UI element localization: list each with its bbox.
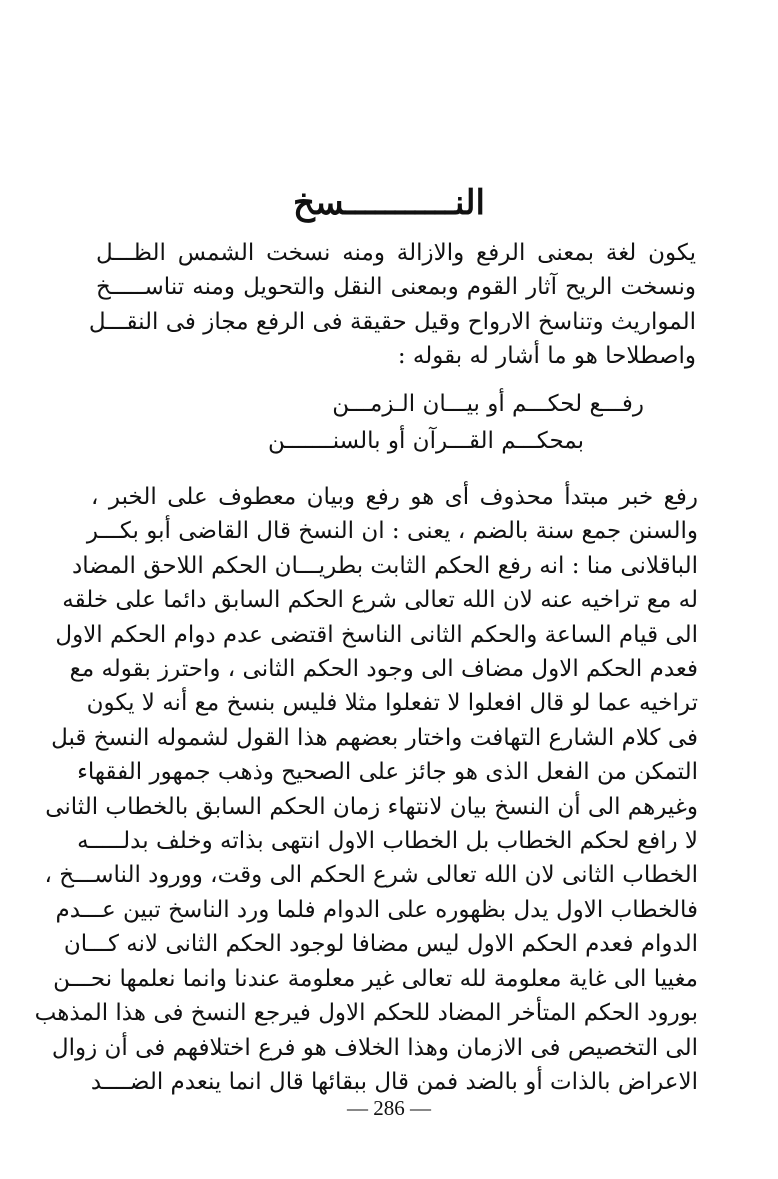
text-line: والسنن جمع سنة بالضم ، يعنى : ان النسخ قال القاضى أبو بكـــر [86, 518, 698, 545]
text-line: فالخطاب الاول يدل بظهوره على الدوام فلما ورد الناسخ تبين عـــدم [55, 896, 698, 923]
page-number: — 286 — [347, 1096, 431, 1120]
text-line: وغيرهم الى أن النسخ بيان لانتهاء زمان الحكم السابق بالخطاب الثانى [45, 793, 698, 820]
text-line: الاعراض بالذات أو بالضد فمن قال ببقائها قال انما ينعدم الضــــد [90, 1068, 698, 1095]
text-line: يكون لغة بمعنى الرفع والازالة ومنه نسخت الشمس الظـــل [96, 240, 696, 266]
text-line: التمكن من الفعل الذى هو جائز على الصحيح وذهب جمهور الفقهاء [77, 759, 698, 786]
text-line: الباقلانى منا : انه رفع الحكم الثابت بطريـــان الحكم اللاحق المضاد [72, 552, 698, 579]
text-line: الى قيام الساعة والحكم الثانى الناسخ اقتضى عدم دوام الحكم الاول [55, 621, 698, 648]
verse-line-1: رفـــع لحكـــم أو بيـــان الـزمـــن [332, 391, 644, 417]
text-line: ونسخت الريح آثار القوم وبمعنى النقل والتحويل ومنه تناســـــخ [96, 274, 696, 301]
text-line: تراخيه عما لو قال افعلوا لا تفعلوا مثلا فليس بنسخ مع أنه لا يكون [86, 690, 698, 717]
text-line: فعدم الحكم الاول مضاف الى وجود الحكم الثانى ، واحترز بقوله مع [69, 656, 698, 683]
text-line: رفع خبر مبتدأ محذوف أى هو رفع وبيان معطوف على الخبر ، [91, 484, 698, 510]
text-line: واصطلاحا هو ما أشار له بقوله : [397, 343, 696, 370]
text-line: لا رافع لحكم الخطاب بل الخطاب الاول انتهى بذاته وخلف بدلـــــه [77, 828, 698, 855]
text-line: الى التخصيص فى الازمان وهذا الخلاف هو فرع اختلافهم فى أن زوال [51, 1034, 698, 1061]
text-line: الخطاب الثانى لان الله تعالى شرع الحكم الى وقت، وورود الناســـخ ، [44, 862, 698, 889]
text-line: المواريث وتناسخ الارواح وقيل حقيقة فى الرفع مجاز فى النقـــل [88, 308, 696, 335]
text-line: مغييا الى غاية معلومة لله تعالى غير معلومة عندنا وانما نعلمها نحـــن [53, 965, 698, 992]
text-line: له مع تراخيه عنه لان الله تعالى شرع الحكم السابق دائما على خلقه [62, 587, 698, 614]
verse-line-2: بمحكـــم القـــرآن أو بالسنـــــــن [268, 428, 584, 454]
text-line: الدوام فعدم الحكم الاول ليس مضافا لوجود الحكم الثانى لانه كـــان [63, 931, 698, 958]
text-line: بورود الحكم المتأخر المضاد للحكم الاول فيرجع النسخ فى هذا المذهب [34, 1000, 698, 1027]
commentary-paragraph [34, 480, 698, 1099]
text-line: فى كلام الشارع التهافت واختار بعضهم هذا القول لشموله النسخ قبل [51, 724, 698, 751]
intro-paragraph [88, 236, 696, 374]
chapter-title: النـــــــــــسخ [293, 183, 485, 223]
